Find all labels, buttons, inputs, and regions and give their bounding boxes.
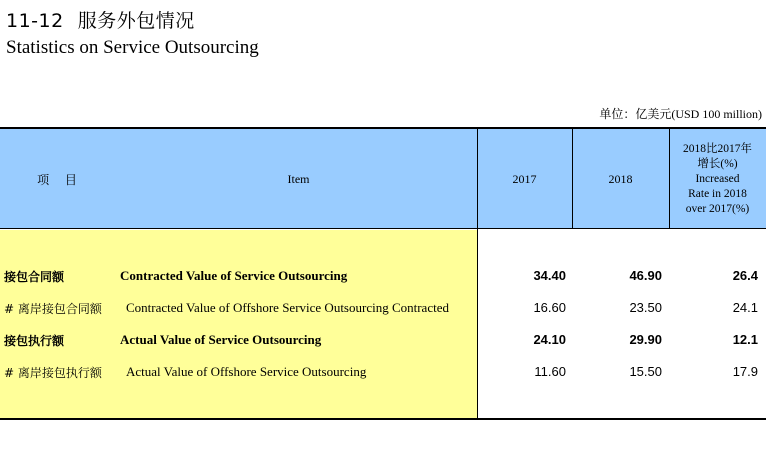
row-label-en: Contracted Value of Service Outsourcing: [120, 268, 348, 283]
row-label-cn: # 离岸接包执行额: [4, 366, 102, 380]
table-row: [0, 364, 766, 384]
value-rate: 12.1: [732, 332, 758, 347]
page-title-cn: [6, 6, 195, 33]
value-2018: 46.90: [629, 268, 662, 283]
table-header: [0, 129, 766, 229]
table-row: [0, 332, 766, 352]
value-rate: 17.9: [732, 364, 758, 379]
value-rate: 26.4: [732, 268, 758, 283]
table-row: [0, 268, 766, 288]
header-item-en: Item: [287, 171, 310, 186]
table-number: 11-12: [6, 10, 64, 32]
value-2017: 24.10: [533, 332, 566, 347]
row-label-en: Contracted Value of Offshore Service Outsourcing Contracted: [126, 300, 449, 315]
title-cn-text: 服务外包情况: [77, 10, 195, 32]
header-rule: [0, 228, 766, 229]
column-divider: [572, 127, 573, 228]
value-2017: 16.60: [533, 300, 566, 315]
value-2018: 23.50: [629, 300, 662, 315]
column-divider: [669, 127, 670, 228]
header-rate-line: 2018比2017年: [683, 142, 752, 155]
table-row: [0, 300, 766, 320]
row-label-cn: # 离岸接包合同额: [4, 302, 102, 316]
statistics-table: [0, 127, 766, 420]
row-label-en: Actual Value of Service Outsourcing: [120, 332, 322, 347]
header-rate-line: Increased: [695, 172, 740, 185]
value-2017: 11.60: [534, 364, 566, 379]
row-label-cn: 接包合同额: [4, 270, 65, 284]
header-item-cn: 项 目: [37, 172, 83, 187]
header-rate-line: 增长(%): [697, 157, 738, 170]
header-rate: [669, 129, 766, 229]
value-2018: 15.50: [629, 364, 662, 379]
header-rate-line: Rate in 2018: [688, 187, 747, 200]
header-rate-line: over 2017(%): [685, 202, 750, 215]
unit-label: 单位：亿美元(USD 100 million): [599, 107, 762, 121]
header-2017: 2017: [512, 171, 537, 186]
top-rule: [0, 127, 766, 129]
header-2018: 2018: [608, 171, 633, 186]
row-label-cn: 接包执行额: [4, 334, 65, 348]
item-column-background: [0, 230, 477, 418]
value-rate: 24.1: [732, 300, 758, 315]
page-title-en: Statistics on Service Outsourcing: [6, 37, 259, 58]
row-label-en: Actual Value of Offshore Service Outsourcing: [126, 364, 367, 379]
value-2018: 29.90: [629, 332, 662, 347]
bottom-rule: [0, 418, 766, 420]
value-2017: 34.40: [533, 268, 566, 283]
